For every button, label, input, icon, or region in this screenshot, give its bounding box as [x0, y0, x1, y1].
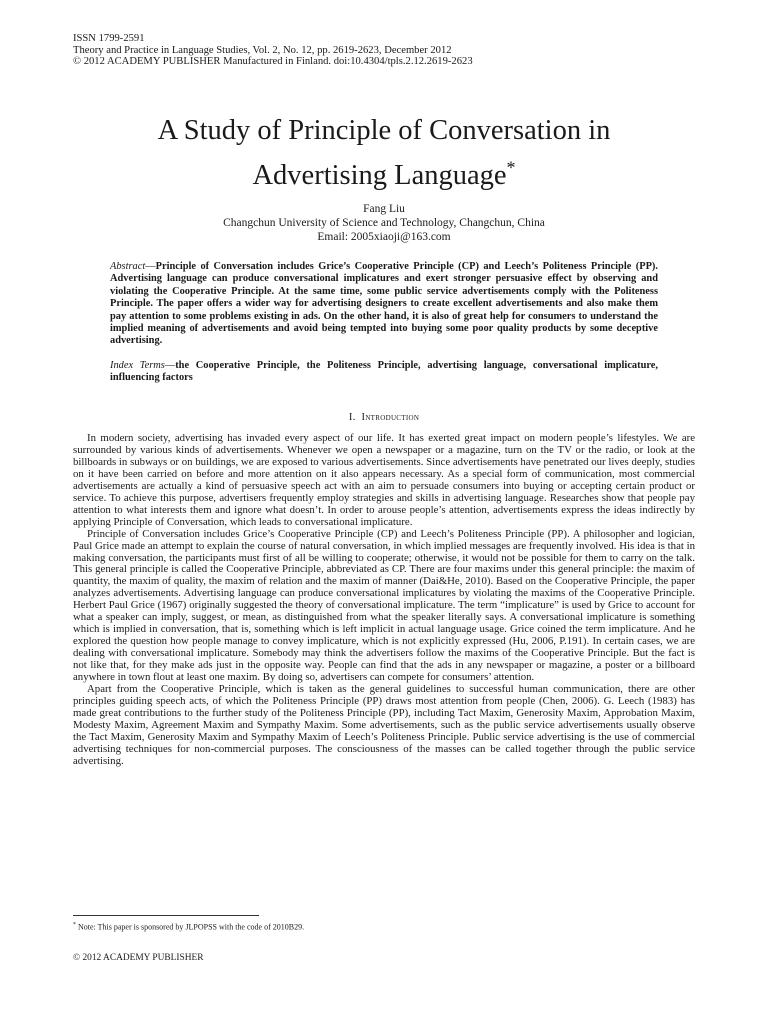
title-line-2: [100, 153, 668, 198]
author-block: [100, 202, 668, 244]
abstract-dash: —: [145, 261, 156, 272]
section-number: I.: [348, 412, 356, 423]
paragraph: Apart from the Cooperative Principle, which is taken as the general guidelines to successful human communication, there are other principles guiding speech acts, of which the Politeness Principle (PP) draws most attention from people (Chen, 2006). G. Leech (1983) has made great contributions to the further study of the Politeness Principle (PP), including Tact Maxim, Generosity Maxim, Approbation Maxim, Modesty Maxim, Agreement Maxim and Sympathy Maxim. Some advertisements, such as the public service advertisements usually observe the Tact Maxim, Generosity Maxim and Sympathy Maxim of Leech’s Politeness Principle. Public service advertising is the use of commercial advertising techniques for non-commercial purposes. The consciousness of the masses can be called together through the public service advertising.: [73, 683, 695, 767]
paragraph: Principle of Conversation includes Grice’s Cooperative Principle (CP) and Leech’s Politeness Principle (PP). A philosopher and logician, Paul Grice made an attempt to explain the course of natural conversation, in which implied messages are frequently involved. His idea is that in making conversation, the participants must first of all be willing to cooperate; otherwise, it would not be possible for them to carry on the talk. This general principle is called the Cooperative Principle, abbreviated as CP. There are four maxims under this general principle: the maxim of quantity, the maxim of quality, the maxim of relation and the maxim of manner (Dai&He, 2010). Based on the Cooperative Principle, the paper analyzes advertisements. Advertising language can produce conversational implicatures by violating the maxims of the Cooperative Principle. Herbert Paul Grice (1967) originally suggested the theory of conversational implicature. The term “implicature” is used by Grice to account for what a speaker can imply, suggest, or mean, as distinguished from what the speaker literally says. A conversational implicature is something which is implied in conversation, that is, something which is left implicit in actual language usage. Grice coined the term implicature. And he explored the question how people manage to convey implicature, which is not explicitly expressed (Hu, 2006, P.191). In certain cases, we are dealing with conversational implicature. Somebody may think the advertisers follow the maxims of the Cooperative Principle. But the fact is not like that, for they make ads just in the opposite way. People can find that the ads in any newspaper or magazine, a poster or a billboard anywhere in town flout at least one maxim. By doing so, advertisers can compete for consumers’ attention.: [73, 527, 695, 684]
footnote-text: Note: This paper is sponsored by JLPOPSS with the code of 2010B29.: [78, 922, 305, 932]
footnote-divider: [73, 915, 259, 916]
index-terms-text: the Cooperative Principle, the Politeness Principle, advertising language, conversational implicature, influencing factors: [110, 360, 658, 384]
index-terms-label: Index Terms: [110, 360, 165, 371]
section-title: Introduction: [361, 412, 420, 423]
page-footer: © 2012 ACADEMY PUBLISHER: [73, 953, 204, 963]
title-line-2-text: Advertising Language: [252, 160, 507, 191]
abstract-text: Principle of Conversation includes Grice’s Cooperative Principle (CP) and Leech’s Politeness Principle (PP). Advertising language can produce conversational implicatures and exert stronger persuasive effect by observing and violating the Cooperative Principle. At the same time, some public service advertisements comply with the Politeness Principle. The paper offers a wider way for advertising designers to create excellent advertisements and also make them pay attention to some problems existing in ads. On the other hand, it is also of great help for consumers to understand the implied meaning of advertisements and avoid being tempted into buying some poor quality products by some deceptive advertising.: [110, 261, 658, 347]
author-email: Email: 2005xiaoji@163.com: [317, 231, 451, 243]
abstract-label: Abstract: [110, 261, 146, 272]
index-terms: [110, 360, 658, 385]
journal-citation: Theory and Practice in Language Studies, Vol. 2, No. 12, pp. 2619-2623, December 2012: [73, 44, 452, 56]
journal-header: [73, 33, 513, 68]
index-terms-dash: —: [164, 360, 176, 371]
body-text: [73, 433, 695, 768]
title-line-1: A Study of Principle of Conversation in: [157, 115, 611, 146]
title-footnote-mark: *: [506, 157, 516, 178]
footnote: [73, 920, 573, 933]
paper-title: [100, 108, 668, 198]
author-name: Fang Liu: [363, 203, 405, 215]
paragraph: In modern society, advertising has invaded every aspect of our life. It has exerted great impact on modern people’s lifestyles. We are surrounded by various kinds of advertisements. Whenever we open a newspaper or a magazine, turn on the TV or the radio, or look at the billboards in subways or on buildings, we are exposed to various advertisements. Since advertisements have penetrated our lives deeply, studies on it have been carried on before and more attention on it also appears necessary. As a special form of communication, most commercial advertisements are actually a kind of persuasive speech act with an aim to persuade consumers into buying or accepting certain product or service. To achieve this purpose, advertisers frequently employ strategies and skills in advertising language. Researches show that people pay attention to what interests them and ignore what doesn’t. In order to arouse people’s attention, advertisements express the ideas indirectly by applying Principle of Conversation, which leads to conversational implicature.: [73, 432, 695, 528]
author-affiliation: Changchun University of Science and Technology, Changchun, China: [223, 217, 545, 229]
copyright-doi: © 2012 ACADEMY PUBLISHER Manufactured in Finland. doi:10.4304/tpls.2.12.2619-2623: [73, 56, 473, 68]
section-heading: [73, 412, 695, 423]
footnote-mark: *: [73, 922, 76, 928]
issn: ISSN 1799-2591: [73, 33, 145, 44]
abstract: [110, 261, 658, 348]
